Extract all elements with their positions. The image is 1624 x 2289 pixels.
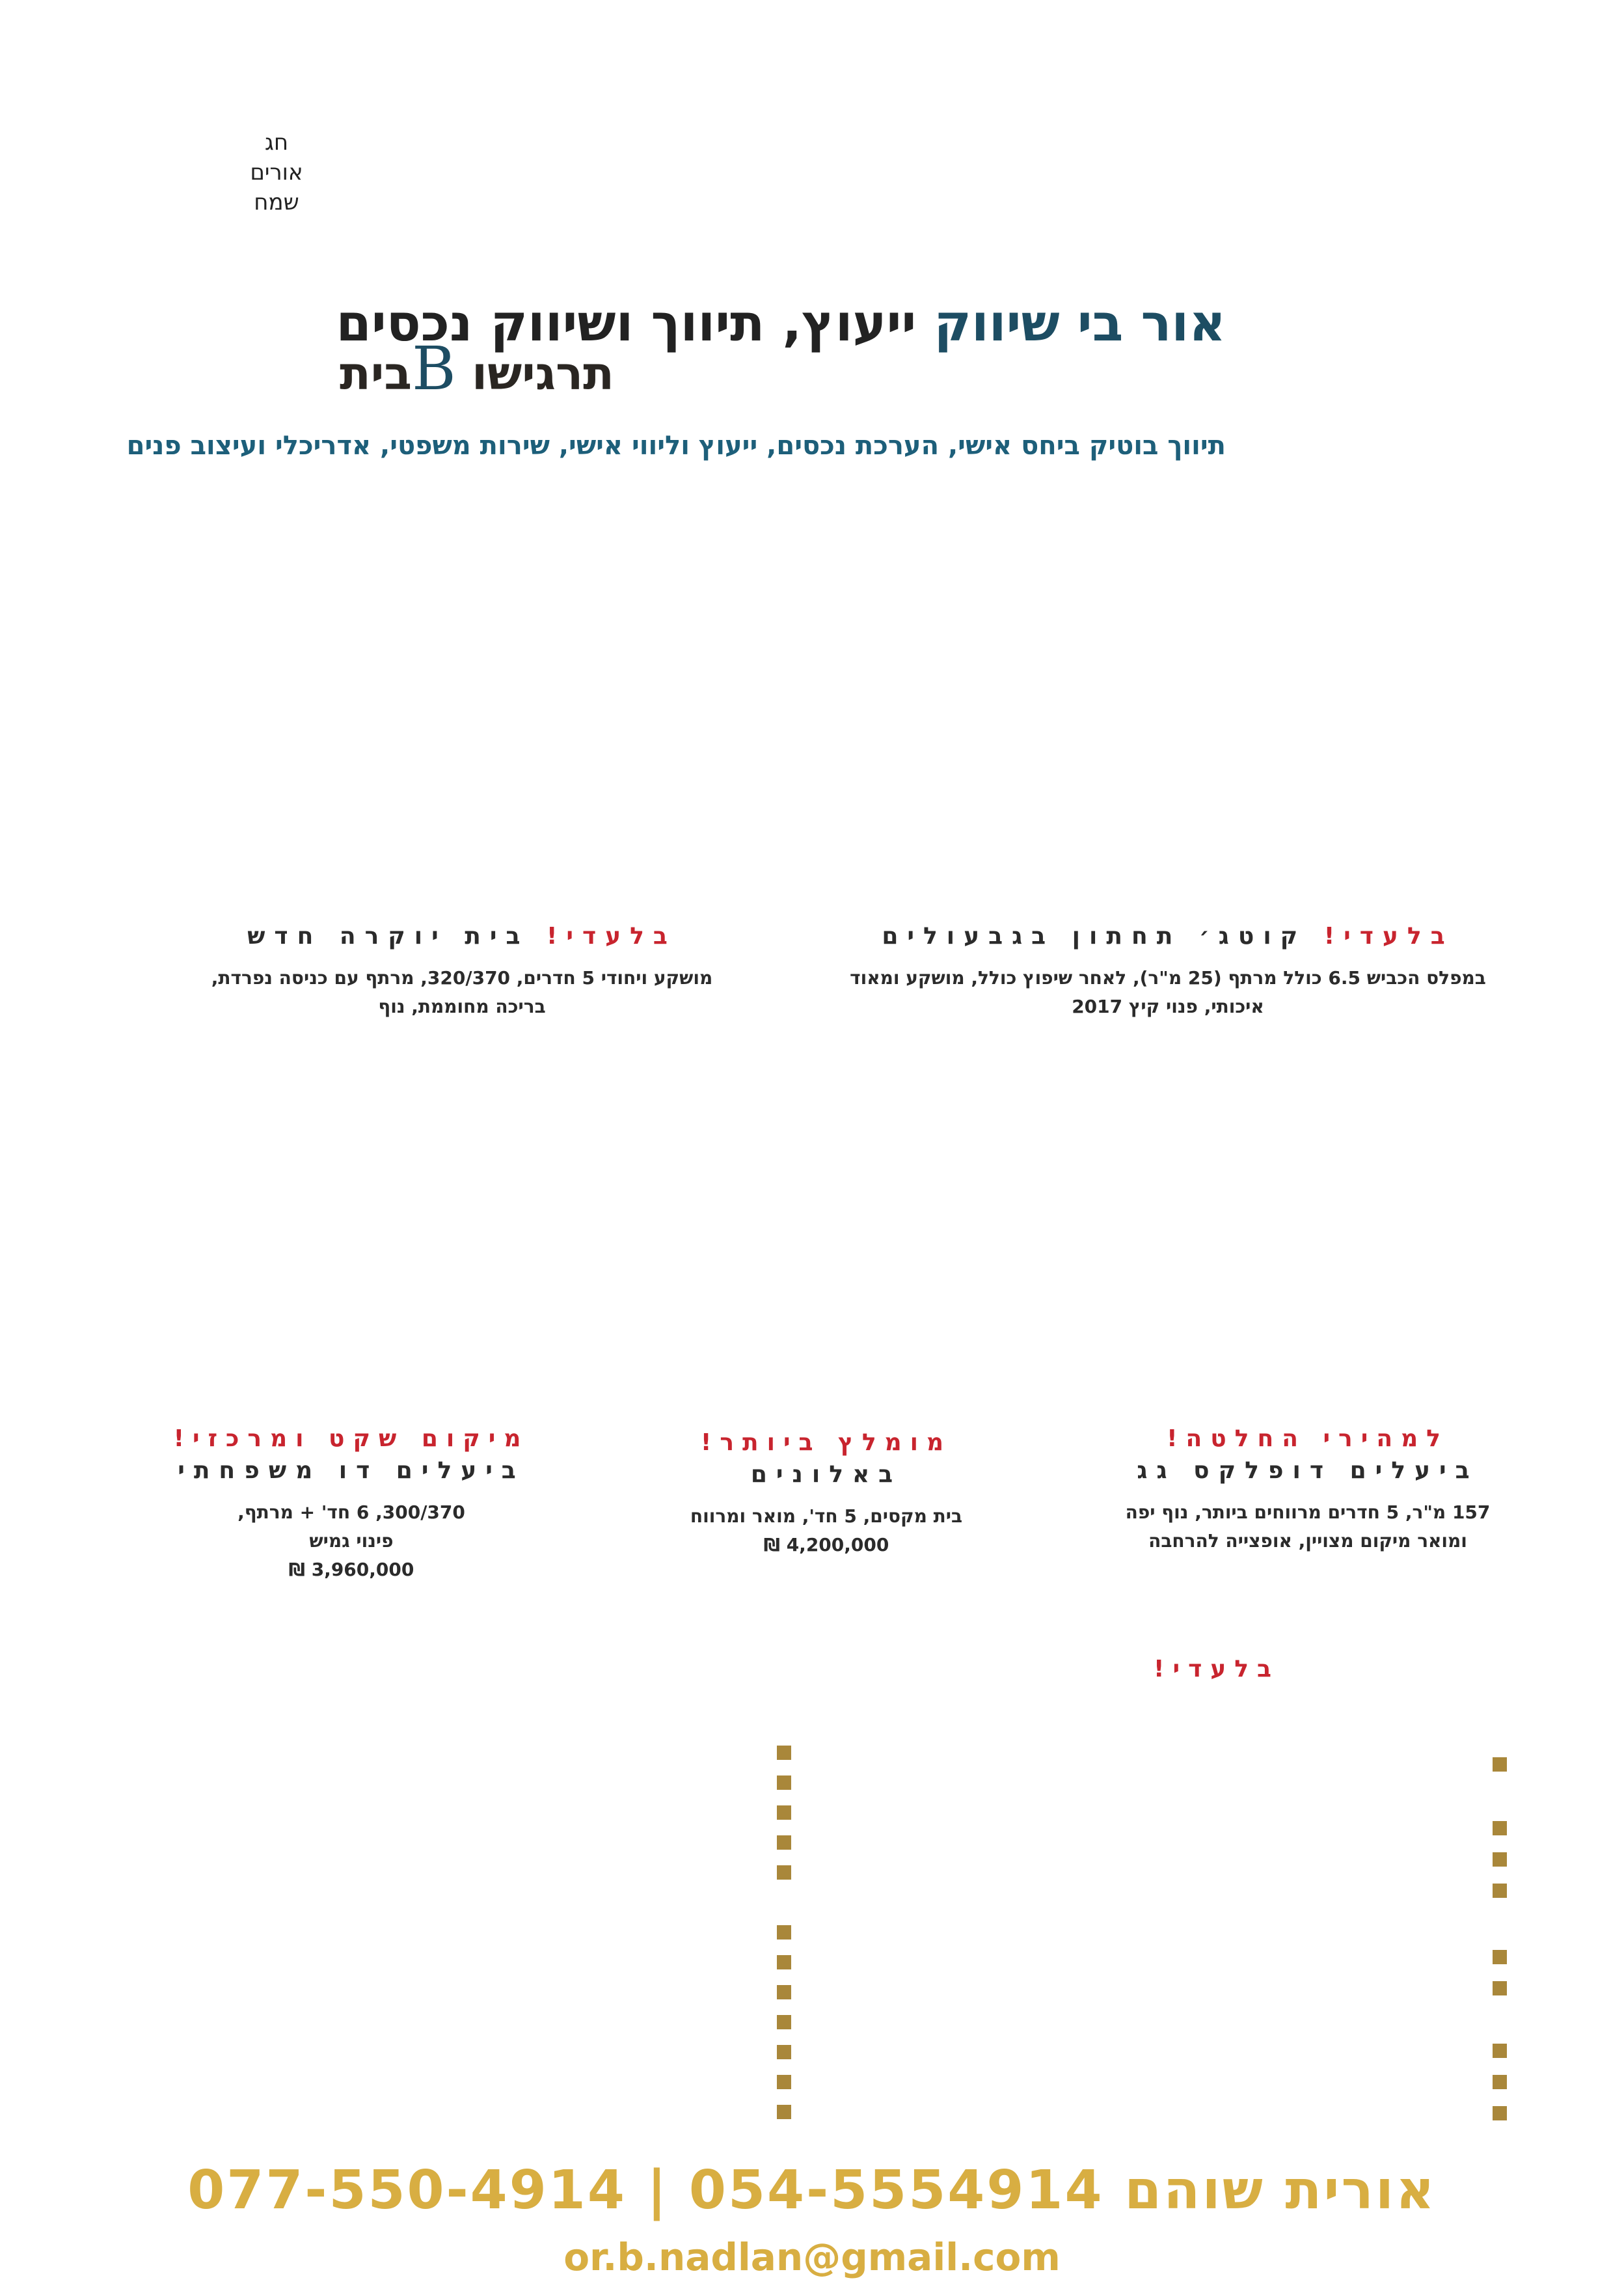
description-line: בית מקסים, 5 חד', מואר ומרווח — [690, 1505, 963, 1527]
divider-dot — [777, 2015, 791, 2029]
description-line: 157 מ"ר, 5 חדרים מרווחים ביותר, נוף יפה — [1125, 1501, 1491, 1523]
divider-dot — [1493, 2044, 1507, 2058]
description-line: במפלס הכביש 6.5 כולל מרתף (25 מ"ר), לאחר שיפוץ כולל, מושקע ומאוד — [850, 967, 1486, 989]
divider-dot — [777, 1865, 791, 1880]
divider-dot — [1493, 1852, 1507, 1867]
greeting-line: שמח — [254, 189, 299, 215]
dotted-divider-right — [1493, 1757, 1507, 2128]
listing-description — [182, 964, 742, 1021]
description-line: בריכה מחוממת, נוף — [378, 996, 546, 1017]
listing-semi-detached — [150, 1425, 553, 1584]
listing-description — [150, 1498, 553, 1584]
listing-price: 3,960,000 ₪ — [288, 1559, 414, 1580]
headline-text: ייעוץ, תיווך ושיווק נכסים — [336, 294, 934, 353]
contact-phones: אורית שוהם 054-5554914 | 077-550-4914 — [187, 2159, 1437, 2221]
divider-dot — [1493, 2075, 1507, 2089]
divider-dot — [777, 1835, 791, 1850]
listing-name: קוטג׳ תחתון בגבעולים — [882, 923, 1307, 950]
divider-dot — [1493, 1950, 1507, 1964]
exclusive-tag: בלעדי! — [546, 923, 677, 950]
greeting-line: חג — [264, 130, 289, 156]
listing-description — [839, 964, 1496, 1021]
description-line: פינוי גמיש — [309, 1530, 394, 1552]
listing-roof-duplex — [1080, 1425, 1536, 1556]
divider-dot — [777, 1955, 791, 1969]
contact-email[interactable]: or.b.nadlan@gmail.com — [563, 2235, 1061, 2279]
listing-tagline: מומלץ ביותר! — [700, 1429, 953, 1456]
divider-dot — [1493, 1821, 1507, 1835]
listing-luxury-house — [182, 923, 742, 1021]
brand-name: אור בי שיווק — [934, 294, 1226, 353]
description-line: מושקע ויחודי 5 חדרים, 320/370, מרתף עם כניסה נפרדת, — [211, 967, 713, 989]
dotted-divider-left — [777, 1746, 791, 2123]
listing-alonim — [638, 1429, 1015, 1559]
listing-title — [839, 923, 1496, 950]
divider-dot — [777, 2105, 791, 2119]
greeting-line: אורים — [250, 159, 303, 185]
divider-dot — [777, 1805, 791, 1820]
divider-dot — [777, 2045, 791, 2059]
slogan-after: בית — [339, 347, 413, 400]
divider-dot — [777, 1925, 791, 1939]
description-line: ומואר מיקום מצויין, אופצייה להרחבה — [1148, 1530, 1467, 1552]
divider-dot — [777, 1746, 791, 1760]
slogan-letter-b: B — [412, 334, 456, 404]
slogan — [339, 334, 614, 404]
listing-title — [182, 923, 742, 950]
exclusive-label: בלעדי! — [1154, 1656, 1280, 1682]
description-line: איכותי, פנוי קיץ 2017 — [1072, 996, 1264, 1017]
listing-cottage — [839, 923, 1496, 1021]
listing-price: 4,200,000 ₪ — [763, 1534, 889, 1556]
divider-dot — [777, 1775, 791, 1790]
exclusive-tag: בלעדי! — [1323, 923, 1454, 950]
divider-dot — [777, 1985, 791, 1999]
listing-name: באלונים — [750, 1461, 902, 1488]
divider-dot — [1493, 1884, 1507, 1898]
listing-name: בית יוקרה חדש — [247, 923, 530, 950]
holiday-greeting — [234, 128, 319, 217]
divider-dot — [1493, 1981, 1507, 1995]
description-line: 300/370, 6 חד' + מרתף, — [237, 1501, 465, 1523]
listing-tagline: למהירי החלטה! — [1167, 1425, 1449, 1452]
listing-tagline: מיקום שקט ומרכזי! — [173, 1425, 530, 1452]
listing-description — [638, 1502, 1015, 1559]
slogan-before: תרגישו — [455, 347, 614, 400]
divider-dot — [777, 2075, 791, 2089]
listing-name: ביעלים דו משפחתי — [178, 1457, 525, 1484]
divider-dot — [1493, 2106, 1507, 2120]
listing-description — [1080, 1498, 1536, 1556]
divider-dot — [1493, 1757, 1507, 1772]
listing-name: ביעלים דופלקס גג — [1137, 1457, 1479, 1484]
services-line: תיווך בוטיק ביחס אישי, הערכת נכסים, ייעוץ וליווי אישי, שירות משפטי, אדריכלי ועיצוב פנים — [126, 431, 1226, 461]
